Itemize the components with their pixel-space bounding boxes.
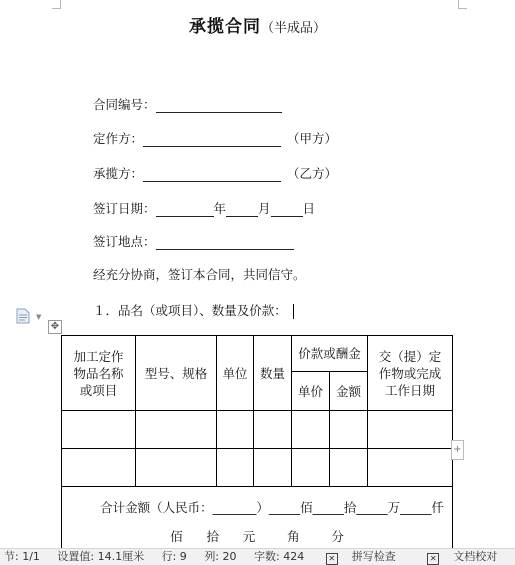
- total-row: [62, 487, 453, 557]
- sign-date-line: [93, 199, 315, 217]
- status-word-count[interactable]: 字数: 424: [254, 550, 305, 563]
- table-cell[interactable]: [254, 411, 292, 449]
- document-icon[interactable]: [16, 308, 30, 324]
- party-b-suffix: （乙方）: [287, 166, 338, 181]
- page-corner-mark: [52, 0, 61, 9]
- total-amount-cell[interactable]: [62, 487, 453, 557]
- header-model-spec: 型号、规格: [136, 336, 217, 411]
- header-delivery-date: 交（提）定作物或完成工作日期: [368, 336, 453, 411]
- status-column: 列: 20: [204, 550, 237, 563]
- table-cell[interactable]: [330, 411, 368, 449]
- status-row: 行: 9: [161, 550, 187, 563]
- total-amount-line-2: 佰 拾 元 角 分: [170, 528, 344, 544]
- intro-paragraph: 经充分协商，签订本合同，共同信守。: [93, 267, 306, 282]
- party-a-line: [93, 129, 337, 147]
- party-a-label: 定作方：: [93, 131, 144, 146]
- table-cell[interactable]: [62, 411, 136, 449]
- text-cursor: [293, 304, 295, 319]
- table-cell[interactable]: [292, 449, 330, 487]
- header-unit-price: 单价: [292, 372, 330, 411]
- checkbox-icon: ✕: [326, 553, 338, 565]
- status-position[interactable]: 设置值: 14.1厘米: [57, 550, 145, 563]
- status-section[interactable]: 节: 1/1: [4, 550, 40, 563]
- table-row: [62, 411, 453, 449]
- page-corner-mark: [458, 0, 467, 9]
- spell-check-label: 拼写检查: [351, 550, 396, 563]
- add-column-icon[interactable]: +: [451, 440, 464, 460]
- doc-proof-toggle[interactable]: [423, 550, 507, 563]
- title-sub: （半成品）: [260, 21, 326, 36]
- title-main: 承揽合同: [188, 17, 261, 37]
- table-cell[interactable]: [254, 449, 292, 487]
- contract-no-label: 合同编号：: [93, 97, 156, 112]
- sign-place-line: [93, 232, 294, 250]
- table-move-handle-icon[interactable]: ✥: [48, 320, 62, 334]
- document-title: [0, 12, 515, 37]
- party-a-blank[interactable]: [143, 132, 281, 147]
- table-cell[interactable]: [136, 411, 217, 449]
- party-b-label: 承揽方：: [93, 166, 144, 181]
- table-cell[interactable]: [217, 411, 254, 449]
- table-row: [62, 449, 453, 487]
- sign-place-blank[interactable]: [156, 235, 294, 250]
- header-unit: 单位: [217, 336, 254, 411]
- table-cell[interactable]: [136, 449, 217, 487]
- header-amount: 金额: [330, 372, 368, 411]
- total-amount-line-1: 合计金额（人民币：_______）_____佰_____拾_____万_____仟: [100, 499, 444, 515]
- day-blank[interactable]: [271, 202, 303, 217]
- sign-place-label: 签订地点：: [93, 234, 156, 249]
- table-cell[interactable]: [368, 411, 453, 449]
- section-1-text: １．品名（或项目）、数量及价款：: [93, 303, 287, 318]
- header-price-group: 价款或酬金: [292, 336, 368, 372]
- status-bar: [0, 548, 515, 565]
- year-blank[interactable]: [156, 202, 214, 217]
- table-cell[interactable]: [217, 449, 254, 487]
- party-b-line: [93, 164, 337, 182]
- checkbox-icon: ✕: [427, 553, 439, 565]
- header-quantity: 数量: [254, 336, 292, 411]
- party-b-blank[interactable]: [143, 167, 281, 182]
- spell-check-toggle[interactable]: [322, 550, 406, 563]
- chevron-down-icon[interactable]: ▼: [36, 313, 42, 321]
- doc-proof-label: 文档校对: [453, 550, 498, 563]
- table-cell[interactable]: [292, 411, 330, 449]
- header-item-name: 加工定作物品名称或项目: [62, 336, 136, 411]
- section-1-heading[interactable]: [93, 301, 294, 319]
- contract-no-line: [93, 95, 282, 113]
- month-label: 月: [258, 201, 271, 216]
- year-label: 年: [213, 201, 227, 216]
- table-cell[interactable]: [330, 449, 368, 487]
- day-label: 日: [302, 201, 316, 216]
- party-a-suffix: （甲方）: [287, 131, 338, 146]
- table-cell[interactable]: [62, 449, 136, 487]
- sign-date-label: 签订日期：: [93, 201, 156, 216]
- month-blank[interactable]: [226, 202, 258, 217]
- contract-no-blank[interactable]: [156, 98, 282, 113]
- table-cell[interactable]: [368, 449, 453, 487]
- items-table: [61, 335, 453, 557]
